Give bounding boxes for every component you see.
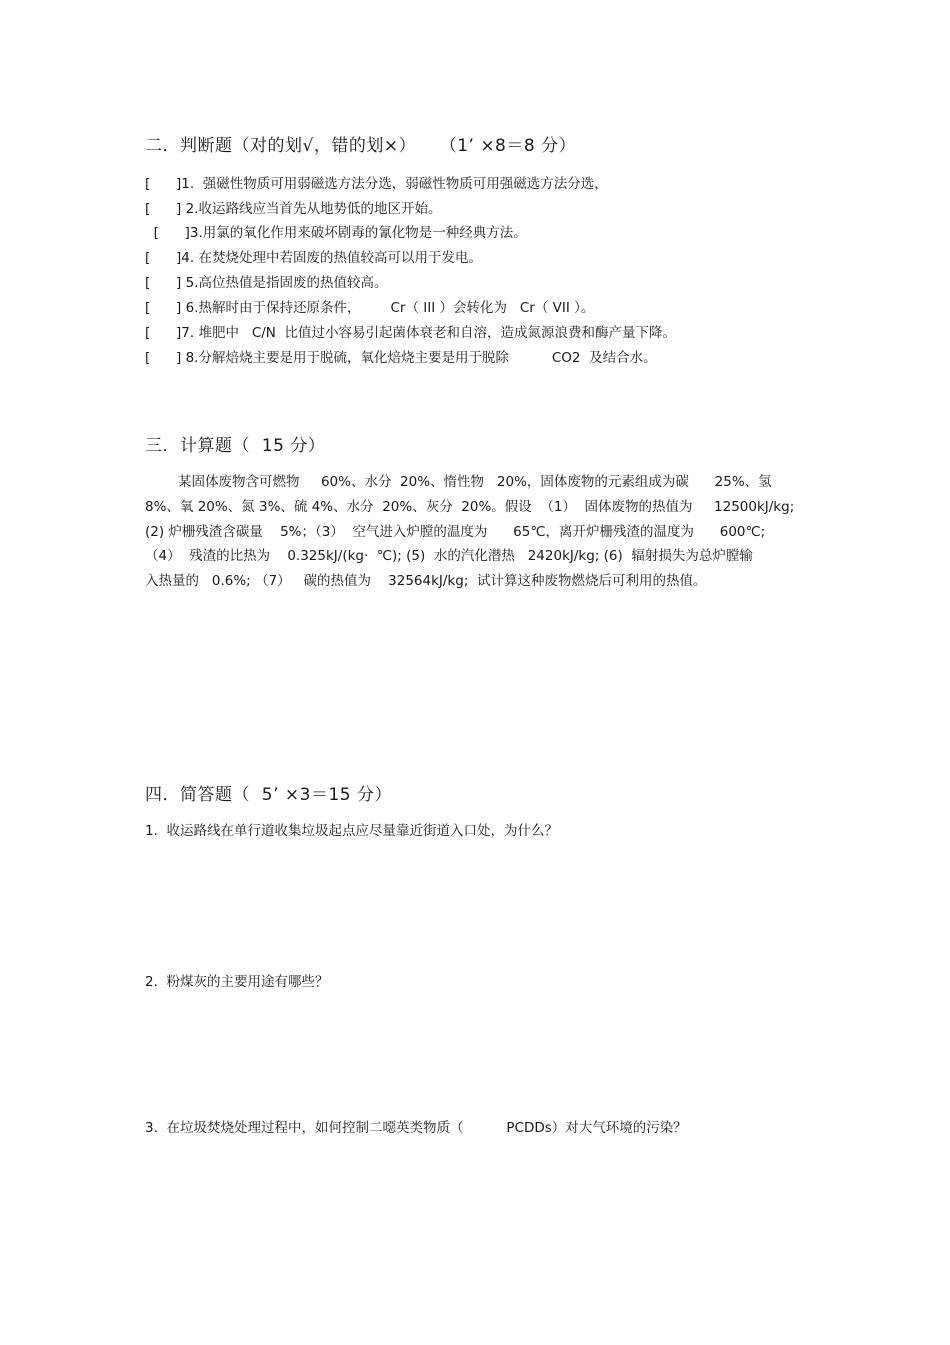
judgment-item-8: [ ] 8.分解焙烧主要是用于脱硫，氧化焙烧主要是用于脱除 CO2 及结合水。 [145,350,657,366]
short-answer-question-1: 1. 收运路线在单行道收集垃圾起点应尽量靠近街道入口处，为什么？ [145,823,558,839]
short-answer-question-3: 3. 在垃圾焚烧处理过程中，如何控制二噁英类物质（ PCDDs）对大气环境的污染？ [145,1120,687,1136]
section-4-heading: 四．简答题（ 5’ ×3＝15 分） [145,785,393,805]
section-2-heading: 二．判断题（对的划√，错的划×） （1’ ×8＝8 分） [145,136,577,156]
judgment-item-5: [ ] 5.高位热值是指固废的热值较高。 [145,275,388,291]
judgment-item-4: [ ]4. 在焚烧处理中若固废的热值较高可以用于发电。 [145,250,482,266]
calc-paragraph-line-5: 入热量的 0.6%; （7） 碳的热值为 32564kJ/kg; 试计算这种废物燃烧后可利用的热值。 [145,573,707,589]
judgment-item-7: [ ]7. 堆肥中 C/N 比值过小容易引起菌体衰老和自溶，造成氮源浪费和酶产量下降。 [145,325,676,341]
judgment-item-2: [ ] 2.收运路线应当首先从地势低的地区开始。 [145,201,442,217]
calc-paragraph-line-3: (2) 炉栅残渣含碳量 5%；（3） 空气进入炉膛的温度为 65℃，离开炉栅残渣的温度为 600℃; [145,524,766,540]
calc-paragraph-line-2: 8%、氧 20%、氮 3%、硫 4%、水分 20%、灰分 20%。假设 （1） 固体废物的热值为 12500kJ/kg; [145,499,795,515]
judgment-item-1: [ ]1. 强磁性物质可用弱磁选方法分选，弱磁性物质可用强磁选方法分选， [145,176,608,192]
calc-paragraph-line-1: 某固体废物含可燃物 60%、水分 20%、惰性物 20%，固体废物的元素组成为碳 25%、氢 [178,474,772,490]
short-answer-question-2: 2. 粉煤灰的主要用途有哪些？ [145,974,329,990]
judgment-item-3: [ ]3.用氯的氧化作用来破坏剧毒的氰化物是一种经典方法。 [145,225,527,241]
section-3-heading: 三．计算题（ 15 分） [145,436,326,456]
judgment-item-6: [ ] 6.热解时由于保持还原条件， Cr（ III ）会转化为 Cr（ VII ）。 [145,300,595,316]
calc-paragraph-line-4: （4） 残渣的比热为 0.325kJ/(kg· ℃); (5) 水的汽化潜热 2420kJ/kg; (6) 辐射损失为总炉膛输 [145,548,753,564]
